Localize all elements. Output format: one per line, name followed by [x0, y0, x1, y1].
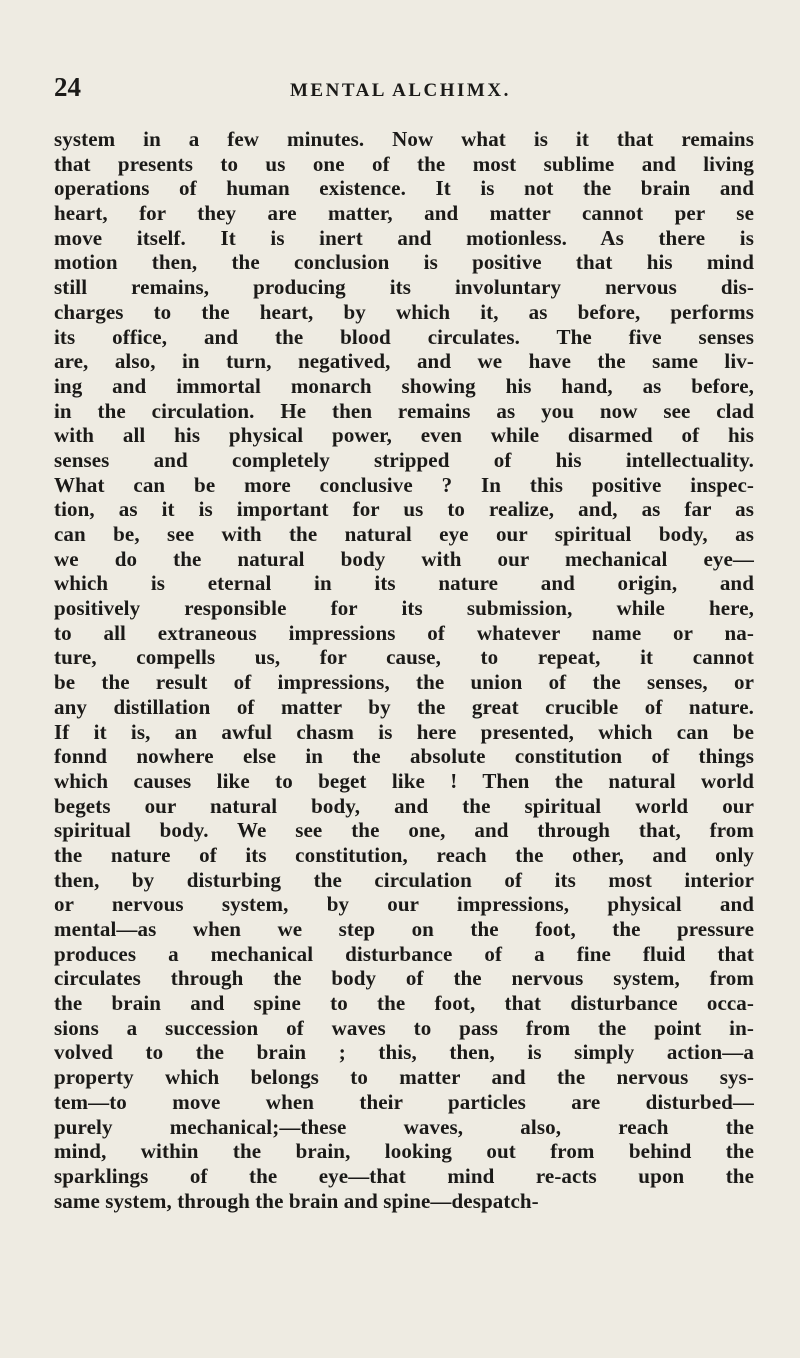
page-header: [54, 70, 754, 110]
text-line: motion then, the conclusion is positive that his mind: [54, 250, 754, 275]
text-line: tem—to move when their particles are disturbed—: [54, 1089, 754, 1114]
text-line: begets our natural body, and the spiritual world our: [54, 793, 754, 818]
text-line: sparklings of the eye—that mind re-acts upon the: [54, 1163, 754, 1188]
text-line: move itself. It is inert and motionless. As there is: [54, 225, 754, 250]
text-line: the brain and spine to the foot, that disturbance occa-: [54, 991, 754, 1016]
text-line: in the circulation. He then remains as you now see clad: [54, 398, 754, 423]
text-line: If it is, an awful chasm is here presented, which can be: [54, 719, 754, 744]
text-line: circulates through the body of the nervous system, from: [54, 966, 754, 991]
text-line: purely mechanical;—these waves, also, reach the: [54, 1114, 754, 1139]
text-line: ing and immortal monarch showing his hand, as before,: [54, 373, 754, 398]
text-line: spiritual body. We see the one, and through that, from: [54, 818, 754, 843]
text-line: tion, as it is important for us to realize, and, as far as: [54, 497, 754, 522]
text-line: or nervous system, by our impressions, physical and: [54, 892, 754, 917]
body-text: [54, 127, 754, 1213]
text-line: heart, for they are matter, and matter cannot per se: [54, 201, 754, 226]
text-line: are, also, in turn, negatived, and we have the same liv-: [54, 349, 754, 374]
page-number: 24: [54, 72, 81, 102]
text-line: fonnd nowhere else in the absolute constitution of things: [54, 744, 754, 769]
text-line: to all extraneous impressions of whatever name or na-: [54, 620, 754, 645]
text-line: we do the natural body with our mechanical eye—: [54, 546, 754, 571]
text-line: with all his physical power, even while disarmed of his: [54, 423, 754, 448]
text-line: then, by disturbing the circulation of its most interior: [54, 867, 754, 892]
text-line: volved to the brain ; this, then, is simply action—a: [54, 1040, 754, 1065]
running-head: MENTAL ALCHIMX.: [290, 80, 511, 101]
text-line: its office, and the blood circulates. The five senses: [54, 324, 754, 349]
text-line: can be, see with the natural eye our spiritual body, as: [54, 522, 754, 546]
text-line: system in a few minutes. Now what is it that remains: [54, 127, 754, 151]
text-line: which is eternal in its nature and origin, and: [54, 571, 754, 596]
text-line: any distillation of matter by the great crucible of nature.: [54, 694, 754, 719]
text-line: sions a succession of waves to pass from the point in-: [54, 1015, 754, 1040]
text-line: What can be more conclusive ? In this positive inspec-: [54, 472, 754, 497]
text-line: positively responsible for its submission, while here,: [54, 596, 754, 621]
text-line: operations of human existence. It is not the brain and: [54, 176, 754, 201]
text-line: mental—as when we step on the foot, the pressure: [54, 917, 754, 941]
text-line: charges to the heart, by which it, as before, performs: [54, 299, 754, 324]
text-line: mind, within the brain, looking out from behind the: [54, 1139, 754, 1164]
text-line: still remains, producing its involuntary nervous dis-: [54, 275, 754, 300]
text-line: same system, through the brain and spine—despatch-: [54, 1188, 539, 1213]
text-line: senses and completely stripped of his intellectuality.: [54, 447, 754, 472]
text-line: property which belongs to matter and the nervous sys-: [54, 1065, 754, 1090]
text-line: ture, compells us, for cause, to repeat, it cannot: [54, 645, 754, 670]
text-line: that presents to us one of the most sublime and living: [54, 151, 754, 176]
text-line: produces a mechanical disturbance of a fine fluid that: [54, 941, 754, 966]
text-line: the nature of its constitution, reach the other, and only: [54, 842, 754, 867]
text-line: which causes like to beget like ! Then the natural world: [54, 768, 754, 793]
text-line: be the result of impressions, the union of the senses, or: [54, 670, 754, 695]
